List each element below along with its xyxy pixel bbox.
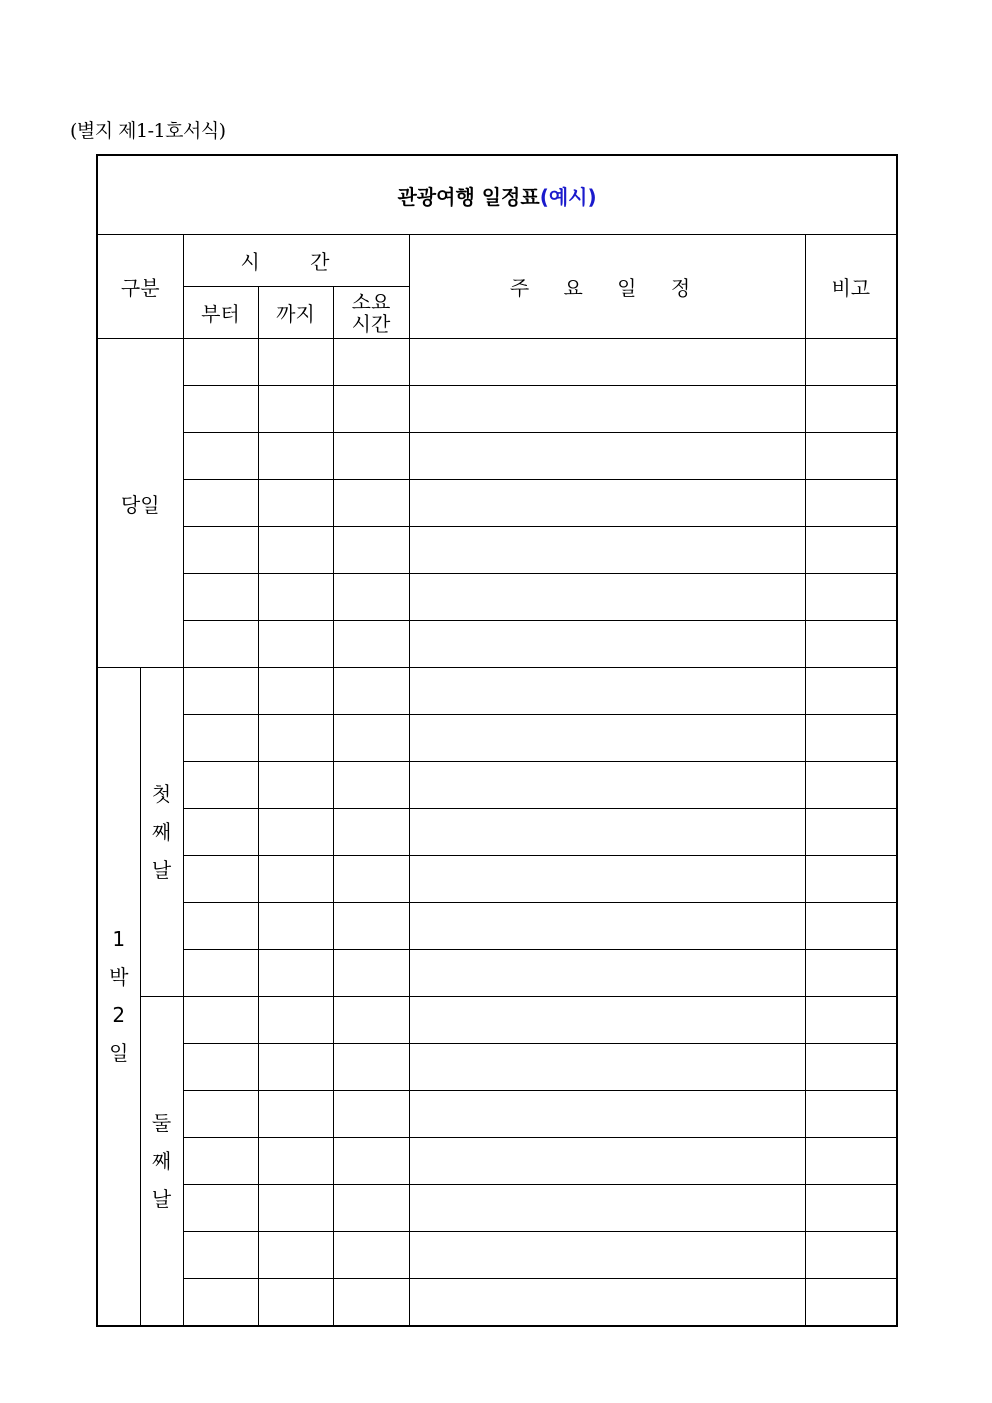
cell-schedule[interactable]: [409, 950, 805, 997]
cell-to[interactable]: [258, 809, 333, 856]
vertical-label-char: 첫: [151, 782, 172, 806]
table-row: [97, 621, 897, 668]
table-title: [97, 155, 897, 235]
vertical-label-char: 박: [109, 965, 129, 990]
vertical-label-char: 일: [109, 1041, 129, 1066]
cell-from[interactable]: [183, 997, 258, 1044]
table-row: [97, 339, 897, 386]
cell-remarks[interactable]: [805, 715, 897, 762]
cell-remarks[interactable]: [805, 1091, 897, 1138]
table-row: [97, 1138, 897, 1185]
cell-duration[interactable]: [333, 903, 409, 950]
cell-from[interactable]: [183, 762, 258, 809]
header-schedule: 주 요 일 정: [409, 235, 805, 339]
cell-remarks[interactable]: [805, 1044, 897, 1091]
cell-remarks[interactable]: [805, 950, 897, 997]
cell-duration[interactable]: [333, 1044, 409, 1091]
table-row: [97, 527, 897, 574]
cell-from[interactable]: [183, 339, 258, 386]
cell-duration[interactable]: [333, 1185, 409, 1232]
vertical-label: [109, 920, 128, 1072]
section-same-day: 당일: [97, 339, 183, 668]
cell-remarks[interactable]: [805, 1279, 897, 1326]
cell-from[interactable]: [183, 715, 258, 762]
cell-to[interactable]: [258, 574, 333, 621]
cell-duration[interactable]: [333, 950, 409, 997]
cell-duration[interactable]: [333, 1138, 409, 1185]
cell-to[interactable]: [258, 527, 333, 574]
cell-schedule[interactable]: [409, 1232, 805, 1279]
table-row: [97, 903, 897, 950]
cell-to[interactable]: [258, 1185, 333, 1232]
header-time-group: 시 간: [183, 235, 409, 287]
cell-remarks[interactable]: [805, 527, 897, 574]
header-remarks: 비고: [805, 235, 897, 339]
table-row: [97, 433, 897, 480]
cell-to[interactable]: [258, 950, 333, 997]
itinerary-table: [96, 154, 898, 1327]
cell-schedule[interactable]: [409, 762, 805, 809]
vertical-label-char: 1: [112, 927, 126, 952]
table-row: [97, 1044, 897, 1091]
cell-schedule[interactable]: [409, 903, 805, 950]
cell-schedule[interactable]: [409, 621, 805, 668]
cell-from[interactable]: [183, 480, 258, 527]
cell-from[interactable]: [183, 1185, 258, 1232]
cell-remarks[interactable]: [805, 1185, 897, 1232]
cell-to[interactable]: [258, 903, 333, 950]
cell-to[interactable]: [258, 1279, 333, 1326]
cell-schedule[interactable]: [409, 856, 805, 903]
cell-remarks[interactable]: [805, 668, 897, 715]
table-row: [97, 668, 897, 715]
cell-schedule[interactable]: [409, 1279, 805, 1326]
cell-from[interactable]: [183, 668, 258, 715]
cell-schedule[interactable]: [409, 480, 805, 527]
cell-duration[interactable]: [333, 574, 409, 621]
cell-schedule[interactable]: [409, 1185, 805, 1232]
cell-to[interactable]: [258, 386, 333, 433]
cell-from[interactable]: [183, 1232, 258, 1279]
table-row: [97, 856, 897, 903]
cell-remarks[interactable]: [805, 809, 897, 856]
cell-from[interactable]: [183, 1044, 258, 1091]
cell-schedule[interactable]: [409, 1044, 805, 1091]
cell-remarks[interactable]: [805, 1232, 897, 1279]
cell-to[interactable]: [258, 1232, 333, 1279]
cell-schedule[interactable]: [409, 527, 805, 574]
vertical-label-char: 날: [151, 1186, 172, 1211]
cell-to[interactable]: [258, 339, 333, 386]
header-from: 부터: [183, 287, 258, 339]
cell-remarks[interactable]: [805, 762, 897, 809]
cell-schedule[interactable]: [409, 668, 805, 715]
cell-duration[interactable]: [333, 386, 409, 433]
cell-duration[interactable]: [333, 339, 409, 386]
cell-duration[interactable]: [333, 621, 409, 668]
header-duration: [333, 287, 409, 339]
vertical-label: [152, 1104, 171, 1218]
cell-to[interactable]: [258, 433, 333, 480]
cell-to[interactable]: [258, 762, 333, 809]
cell-remarks[interactable]: [805, 339, 897, 386]
cell-schedule[interactable]: [409, 433, 805, 480]
cell-duration[interactable]: [333, 856, 409, 903]
cell-duration[interactable]: [333, 433, 409, 480]
table-row: [97, 386, 897, 433]
cell-from[interactable]: [183, 1279, 258, 1326]
cell-duration[interactable]: [333, 809, 409, 856]
vertical-label-char: 2: [112, 1003, 126, 1028]
cell-remarks[interactable]: [805, 621, 897, 668]
table-row: [97, 1279, 897, 1326]
cell-duration[interactable]: [333, 480, 409, 527]
cell-schedule[interactable]: [409, 809, 805, 856]
cell-remarks[interactable]: [805, 903, 897, 950]
cell-from[interactable]: [183, 527, 258, 574]
section-day1: [140, 668, 183, 997]
cell-from[interactable]: [183, 1138, 258, 1185]
cell-duration[interactable]: [333, 715, 409, 762]
table-row: [97, 997, 897, 1044]
vertical-label-char: 둘: [151, 1110, 172, 1135]
header-to: 까지: [258, 287, 333, 339]
section-day2: [140, 997, 183, 1326]
vertical-label-char: 째: [151, 820, 172, 844]
cell-remarks[interactable]: [805, 997, 897, 1044]
table-row: [97, 715, 897, 762]
cell-remarks[interactable]: [805, 386, 897, 433]
cell-to[interactable]: [258, 856, 333, 903]
cell-remarks[interactable]: [805, 480, 897, 527]
cell-from[interactable]: [183, 1091, 258, 1138]
cell-to[interactable]: [258, 1044, 333, 1091]
cell-schedule[interactable]: [409, 339, 805, 386]
title-main: 관광여행 일정표: [397, 184, 540, 209]
form-number-label: (별지 제1-1호서식): [70, 120, 226, 142]
cell-from[interactable]: [183, 856, 258, 903]
cell-to[interactable]: [258, 1091, 333, 1138]
vertical-label-char: 째: [151, 1148, 172, 1173]
cell-from[interactable]: [183, 386, 258, 433]
cell-from[interactable]: [183, 621, 258, 668]
header-duration-line1: 소요: [351, 289, 391, 314]
cell-schedule[interactable]: [409, 386, 805, 433]
cell-from[interactable]: [183, 809, 258, 856]
vertical-label-char: 날: [151, 858, 172, 882]
cell-from[interactable]: [183, 574, 258, 621]
table-row: [97, 1185, 897, 1232]
cell-to[interactable]: [258, 1138, 333, 1185]
header-category: 구분: [97, 235, 183, 339]
cell-from[interactable]: [183, 950, 258, 997]
cell-from[interactable]: [183, 903, 258, 950]
cell-schedule[interactable]: [409, 715, 805, 762]
cell-duration[interactable]: [333, 997, 409, 1044]
table-row: [97, 480, 897, 527]
table-row: [97, 574, 897, 621]
cell-duration[interactable]: [333, 1279, 409, 1326]
table-row: [97, 950, 897, 997]
cell-remarks[interactable]: [805, 433, 897, 480]
cell-duration[interactable]: [333, 668, 409, 715]
cell-schedule[interactable]: [409, 997, 805, 1044]
cell-remarks[interactable]: [805, 1138, 897, 1185]
cell-from[interactable]: [183, 433, 258, 480]
vertical-label: [152, 775, 171, 889]
cell-schedule[interactable]: [409, 1091, 805, 1138]
cell-to[interactable]: [258, 997, 333, 1044]
table-row: [97, 1091, 897, 1138]
cell-duration[interactable]: [333, 1232, 409, 1279]
title-accent: (예시): [539, 184, 597, 209]
cell-remarks[interactable]: [805, 856, 897, 903]
cell-to[interactable]: [258, 715, 333, 762]
cell-to[interactable]: [258, 668, 333, 715]
header-duration-line2: 시간: [351, 311, 391, 336]
cell-schedule[interactable]: [409, 574, 805, 621]
cell-to[interactable]: [258, 621, 333, 668]
cell-duration[interactable]: [333, 527, 409, 574]
table-row: [97, 762, 897, 809]
cell-duration[interactable]: [333, 762, 409, 809]
table-row: [97, 1232, 897, 1279]
section-overnight: [97, 668, 140, 1326]
cell-remarks[interactable]: [805, 574, 897, 621]
cell-schedule[interactable]: [409, 1138, 805, 1185]
cell-to[interactable]: [258, 480, 333, 527]
table-row: [97, 809, 897, 856]
cell-duration[interactable]: [333, 1091, 409, 1138]
